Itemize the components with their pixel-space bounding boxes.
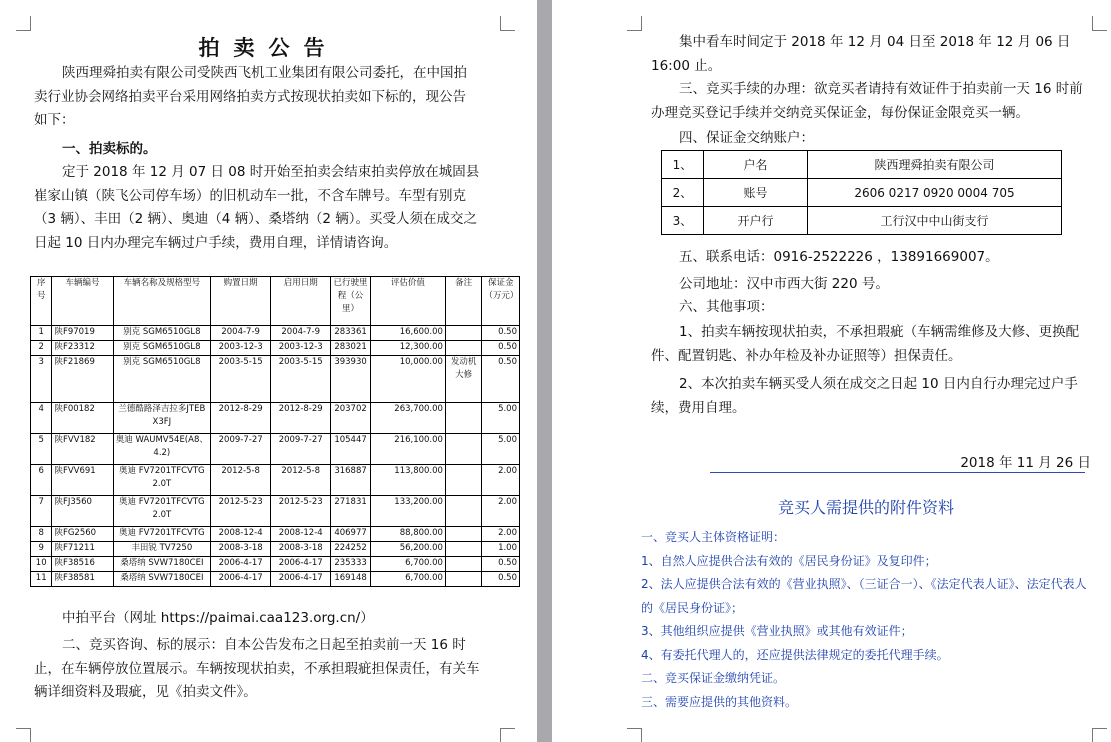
table-cell: 0.50 — [482, 572, 520, 587]
table-cell: 奥迪 FV7201TFCVTG2.0T — [113, 465, 211, 496]
account-row — [662, 179, 1062, 207]
table-cell: 2008-3-18 — [271, 542, 331, 557]
table-cell: 316887 — [331, 465, 371, 496]
section-1-text: 定于 2018 年 12 月 07 日 08 时开始至拍卖会结束拍卖停放在城固县崔家山镇（陕飞公司停车场）的旧机动车一批，不含车牌号。车型有别克（3 辆）、丰田（2 辆）、奥迪（4 辆）、桑塔纳（2 辆）。买受人须在成交之日起 10 日内办理完车辆过户手续，费用自理，详情请咨询。 — [34, 164, 480, 251]
table-cell: 2004-7-9 — [271, 326, 331, 341]
table-cell: 169148 — [331, 572, 371, 587]
other-item-1: 1、拍卖车辆按现状拍卖，不承担瑕疵（车辆需维修及大修、更换配件、配置钥匙、补办年检及补办证照等）担保责任。 — [651, 324, 1080, 364]
table-cell: 陕F00182 — [52, 403, 113, 434]
attachment-item: 3、其他组织应提供《营业执照》或其他有效证件； — [641, 624, 913, 638]
table-header-cell: 评估价值 — [370, 277, 445, 326]
table-cell: 271831 — [331, 496, 371, 527]
table-cell: 133,200.00 — [370, 496, 445, 527]
corner-mark — [500, 16, 515, 31]
table-cell: 3 — [31, 356, 52, 403]
table-cell: 2008-12-4 — [211, 527, 271, 542]
table-cell: 4 — [31, 403, 52, 434]
table-cell: 陕F23312 — [52, 341, 113, 356]
table-cell: 陕F97019 — [52, 326, 113, 341]
account-no: 3、 — [662, 207, 704, 235]
corner-mark — [1092, 728, 1107, 742]
table-cell: 别克 SGM6510GL8 — [113, 326, 211, 341]
table-cell: 奥迪 WAUMV54E(A8、4.2) — [113, 434, 211, 465]
table-cell — [445, 465, 481, 496]
table-header-cell: 保证金（万元） — [482, 277, 520, 326]
table-cell: 2004-7-9 — [211, 326, 271, 341]
table-cell: 2012-8-29 — [211, 403, 271, 434]
section-3-text: 三、竞买手续的办理：欲竞买者请持有效证件于拍卖前一天 16 时前办理竞买登记手续并交纳竞买保证金，每份保证金限竞买一辆。 — [651, 81, 1083, 121]
table-cell: 2012-8-29 — [271, 403, 331, 434]
table-row — [31, 465, 520, 496]
table-cell — [445, 403, 481, 434]
other-item-2: 2、本次拍卖车辆买受人须在成交之日起 10 日内自行办理完过户手续，费用自理。 — [651, 376, 1078, 416]
table-header-cell: 车辆名称及规格型号 — [113, 277, 211, 326]
account-value: 陕西理舜拍卖有限公司 — [808, 151, 1062, 179]
table-cell — [445, 572, 481, 587]
table-row — [31, 527, 520, 542]
table-cell — [445, 527, 481, 542]
table-cell: 陕F71211 — [52, 542, 113, 557]
table-cell: 216,100.00 — [370, 434, 445, 465]
corner-mark — [1092, 16, 1107, 31]
table-cell — [445, 557, 481, 572]
corner-mark — [500, 728, 515, 742]
section-1-heading: 一、拍卖标的。 — [62, 141, 157, 157]
account-no: 1、 — [662, 151, 704, 179]
table-header-cell: 备注 — [445, 277, 481, 326]
table-cell: 2006-4-17 — [271, 572, 331, 587]
table-cell — [445, 326, 481, 341]
notice-date: 2018 年 11 月 26 日 — [960, 455, 1091, 471]
table-cell: 6,700.00 — [370, 557, 445, 572]
table-cell: 2009-7-27 — [211, 434, 271, 465]
table-cell: 2008-3-18 — [211, 542, 271, 557]
table-cell: 11 — [31, 572, 52, 587]
attachment-item: 1、自然人应提供合法有效的《居民身份证》及复印件； — [641, 553, 937, 568]
table-cell: 235333 — [331, 557, 371, 572]
table-cell: 203702 — [331, 403, 371, 434]
table-header-cell: 序号 — [31, 277, 52, 326]
table-cell: 2003-12-3 — [211, 341, 271, 356]
table-cell: 113,800.00 — [370, 465, 445, 496]
table-cell: 奥迪 FV7201TFCVTG2.0T — [113, 496, 211, 527]
table-cell: 1 — [31, 326, 52, 341]
table-cell: 5 — [31, 434, 52, 465]
account-label: 账号 — [704, 179, 808, 207]
table-cell: 0.50 — [482, 557, 520, 572]
table-row — [31, 356, 520, 403]
table-cell: 2003-12-3 — [271, 341, 331, 356]
table-cell: 桑塔纳 SVW7180CEI — [113, 572, 211, 587]
table-header-row — [31, 277, 520, 326]
table-cell — [445, 496, 481, 527]
table-cell: 2012-5-23 — [271, 496, 331, 527]
table-row — [31, 403, 520, 434]
section-6-heading: 六、其他事项： — [679, 299, 774, 315]
table-cell: 16,600.00 — [370, 326, 445, 341]
table-cell: 6,700.00 — [370, 572, 445, 587]
table-cell: 0.50 — [482, 326, 520, 341]
table-cell: 224252 — [331, 542, 371, 557]
attachment-list — [641, 526, 1091, 714]
attachment-item: 2、法人应提供合法有效的《营业执照》、（三证合一）、《法定代表人证》、法定代表人的《居民身份证》； — [641, 577, 1087, 615]
notice-title: 拍卖公告 — [198, 36, 339, 60]
account-value: 2606 0217 0920 0004 705 — [808, 179, 1062, 207]
table-row — [31, 326, 520, 341]
table-cell: 2008-12-4 — [271, 527, 331, 542]
contact-phone: 五、联系电话：0916-2522226 ，13891669007。 — [679, 249, 999, 265]
page-gap — [537, 0, 552, 742]
document-page-left — [0, 0, 537, 742]
account-value: 工行汉中中山街支行 — [808, 207, 1062, 235]
corner-mark — [16, 16, 31, 31]
table-cell: 陕FVV691 — [52, 465, 113, 496]
table-cell — [445, 542, 481, 557]
account-no: 2、 — [662, 179, 704, 207]
table-cell: 10 — [31, 557, 52, 572]
table-cell: 10,000.00 — [370, 356, 445, 403]
attachment-item: 4、有委托代理人的，还应提供法律规定的委托代理手续。 — [641, 647, 949, 662]
attachment-item: 一、竞买人主体资格证明： — [641, 530, 786, 544]
table-cell: 2003-5-15 — [271, 356, 331, 403]
table-cell: 2006-4-17 — [211, 572, 271, 587]
table-cell: 陕FG2560 — [52, 527, 113, 542]
table-row — [31, 542, 520, 557]
table-cell: 0.50 — [482, 356, 520, 403]
table-cell: 2012-5-8 — [271, 465, 331, 496]
table-row — [31, 557, 520, 572]
table-cell: 283021 — [331, 341, 371, 356]
table-cell: 2 — [31, 341, 52, 356]
account-label: 户名 — [704, 151, 808, 179]
table-cell: 2012-5-8 — [211, 465, 271, 496]
table-row — [31, 572, 520, 587]
table-cell: 88,800.00 — [370, 527, 445, 542]
corner-mark — [16, 728, 31, 742]
table-row — [31, 496, 520, 527]
table-cell: 12,300.00 — [370, 341, 445, 356]
company-address: 公司地址：汉中市西大街 220 号。 — [679, 276, 889, 292]
table-cell: 393930 — [331, 356, 371, 403]
section-4-heading: 四、保证金交纳账户： — [679, 130, 814, 146]
table-cell: 283361 — [331, 326, 371, 341]
attachment-title: 竞买人需提供的附件资料 — [777, 498, 954, 517]
table-cell: 2003-5-15 — [211, 356, 271, 403]
account-row — [662, 207, 1062, 235]
table-cell: 9 — [31, 542, 52, 557]
vehicle-table — [30, 276, 520, 587]
table-cell: 2006-4-17 — [271, 557, 331, 572]
table-cell: 桑塔纳 SVW7180CEI — [113, 557, 211, 572]
table-cell: 陕FJ3560 — [52, 496, 113, 527]
table-cell: 263,700.00 — [370, 403, 445, 434]
account-label: 开户行 — [704, 207, 808, 235]
table-row — [31, 341, 520, 356]
table-header-cell: 车辆编号 — [52, 277, 113, 326]
table-cell: 105447 — [331, 434, 371, 465]
attachment-item: 三、需要应提供的其他资料。 — [641, 694, 798, 709]
table-cell: 7 — [31, 496, 52, 527]
table-cell: 陕F21869 — [52, 356, 113, 403]
account-row — [662, 151, 1062, 179]
table-cell: 56,200.00 — [370, 542, 445, 557]
table-header-cell: 购置日期 — [211, 277, 271, 326]
table-row — [31, 434, 520, 465]
section-2-text: 二、竞买咨询、标的展示：自本公告发布之日起至拍卖前一天 16 时止，在车辆停放位置展示。车辆按现状拍卖，不承担瑕疵担保责任，有关车辆详细资料及瑕疵，见《拍卖文件》。 — [34, 637, 480, 700]
table-cell: 8 — [31, 527, 52, 542]
platform-line: 中拍平台（网址 https://paimai.caa123.org.cn/） — [62, 610, 374, 626]
table-cell: 1.00 — [482, 542, 520, 557]
table-cell: 奥迪 FV7201TFCVTG — [113, 527, 211, 542]
table-cell: 丰田锐 TV7250 — [113, 542, 211, 557]
table-cell: 0.50 — [482, 341, 520, 356]
corner-mark — [627, 728, 642, 742]
table-cell: 陕F38516 — [52, 557, 113, 572]
viewing-time: 集中看车时间定于 2018 年 12 月 04 日至 2018 年 12 月 06 日 16:00 止。 — [651, 34, 1071, 74]
table-cell: 406977 — [331, 527, 371, 542]
table-cell: 陕F38581 — [52, 572, 113, 587]
table-cell: 5.00 — [482, 434, 520, 465]
table-header-cell: 已行驶里程（公里） — [331, 277, 371, 326]
table-cell — [445, 434, 481, 465]
table-cell: 2.00 — [482, 496, 520, 527]
table-cell: 别克 SGM6510GL8 — [113, 341, 211, 356]
attachment-item: 二、竞买保证金缴纳凭证。 — [641, 671, 786, 685]
table-cell: 2.00 — [482, 527, 520, 542]
account-table — [661, 150, 1062, 235]
corner-mark — [627, 16, 642, 31]
table-header-cell: 启用日期 — [271, 277, 331, 326]
table-cell: 2009-7-27 — [271, 434, 331, 465]
table-cell: 6 — [31, 465, 52, 496]
table-cell — [445, 341, 481, 356]
table-cell: 2012-5-23 — [211, 496, 271, 527]
table-cell: 别克 SGM6510GL8 — [113, 356, 211, 403]
table-cell: 2006-4-17 — [211, 557, 271, 572]
intro-paragraph: 陕西理舜拍卖有限公司受陕西飞机工业集团有限公司委托，在中国拍卖行业协会网络拍卖平台采用网络拍卖方式按现状拍卖如下标的，现公告如下： — [34, 65, 467, 128]
table-body — [31, 326, 520, 587]
table-cell: 5.00 — [482, 403, 520, 434]
table-cell: 2.00 — [482, 465, 520, 496]
table-cell: 陕FVV182 — [52, 434, 113, 465]
table-cell: 兰德酷路泽吉拉多JTEBX3FJ — [113, 403, 211, 434]
table-cell: 发动机大修 — [445, 356, 481, 403]
separator-line — [710, 472, 1085, 473]
